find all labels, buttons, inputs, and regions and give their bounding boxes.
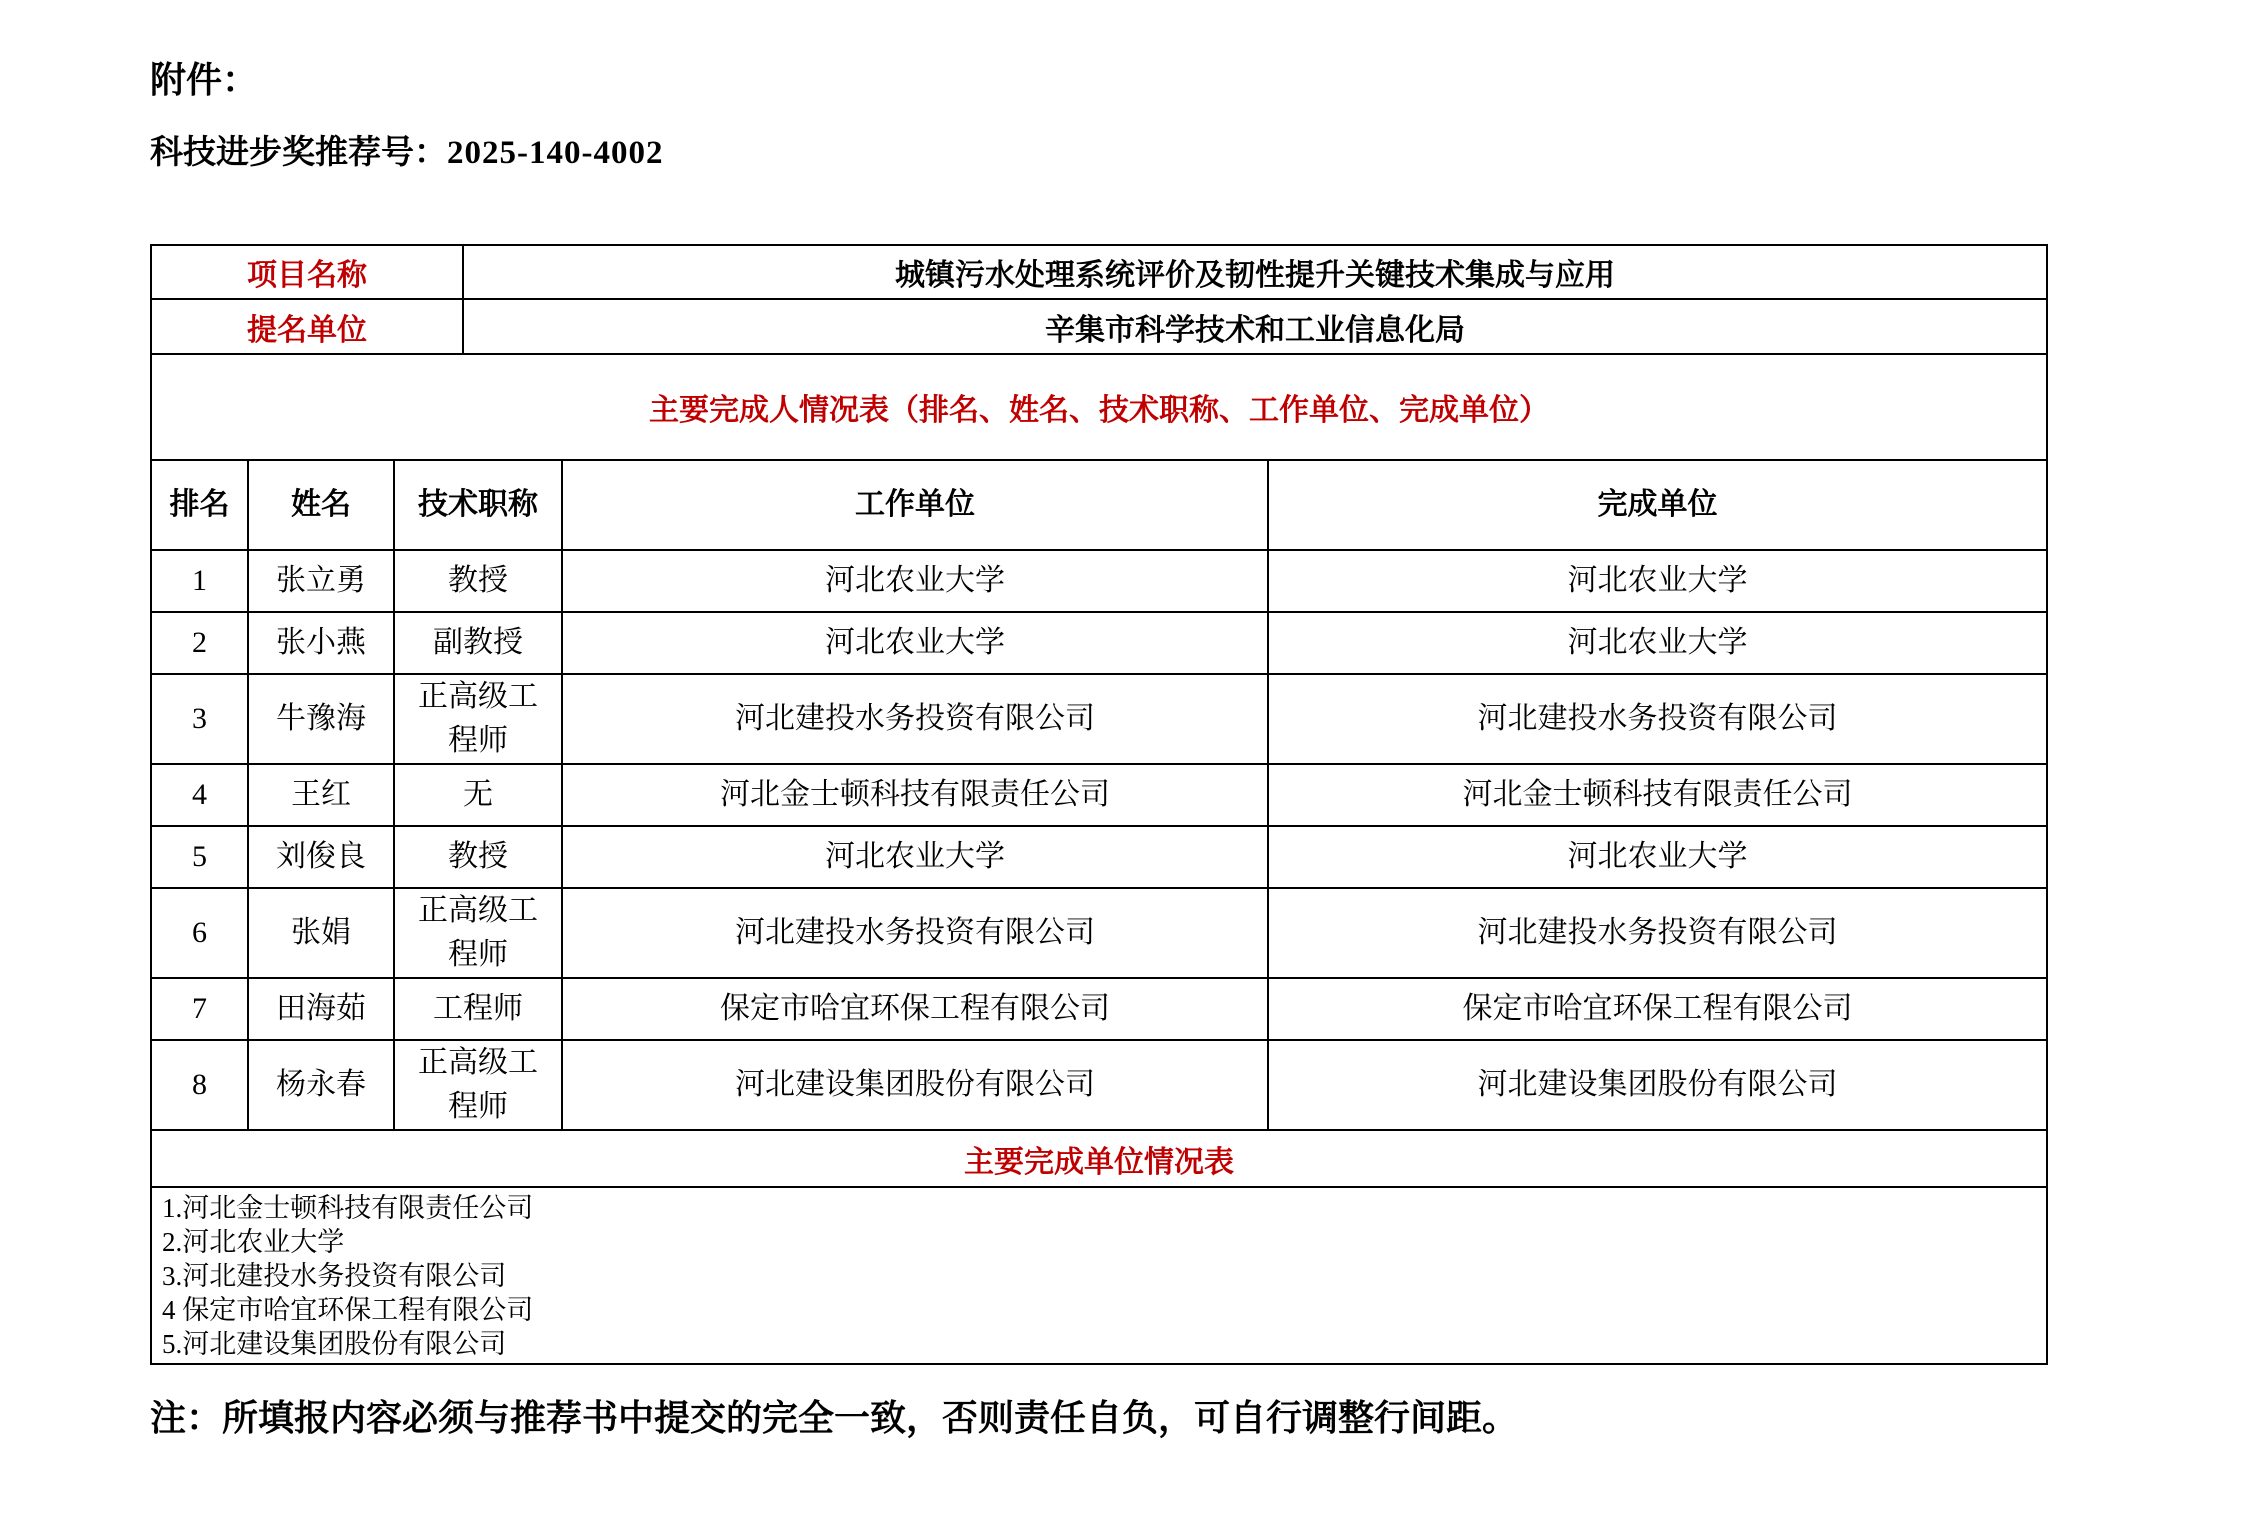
completer-row	[152, 889, 2046, 979]
work-unit-cell: 保定市哈宜环保工程有限公司	[563, 979, 1269, 1039]
name-cell: 张立勇	[249, 551, 395, 611]
nominator-value: 辛集市科学技术和工业信息化局	[1045, 313, 1465, 347]
completer-row	[152, 613, 2046, 675]
unit-list-item: 2.河北农业大学	[162, 1227, 345, 1257]
recommendation-number-line	[150, 126, 663, 173]
rank-cell: 5	[152, 827, 249, 887]
completion-unit-cell: 河北建投水务投资有限公司	[1477, 916, 1838, 949]
completion-unit-cell: 河北建投水务投资有限公司	[1477, 702, 1838, 735]
title-cell: 正高级工程师	[395, 889, 563, 977]
rank-cell: 1	[152, 551, 249, 611]
completer-row	[152, 1041, 2046, 1131]
project-name-row	[152, 246, 2046, 300]
award-table	[150, 244, 2048, 1365]
unit-list-item: 4 保定市哈宜环保工程有限公司	[162, 1295, 534, 1325]
column-header: 工作单位	[563, 461, 1269, 549]
completers-rows	[152, 551, 2046, 1131]
title-cell: 正高级工程师	[395, 1041, 563, 1129]
footer-note: 注：所填报内容必须与推荐书中提交的完全一致，否则责任自负，可自行调整行间距。	[150, 1398, 1519, 1438]
work-unit-cell: 河北农业大学	[563, 613, 1269, 673]
recommendation-number-value: 2025-140-4002	[447, 135, 664, 171]
recommendation-number-label: 科技进步奖推荐号：	[150, 135, 447, 171]
name-cell: 张小燕	[249, 613, 395, 673]
name-cell: 王红	[249, 765, 395, 825]
name-cell: 田海茹	[249, 979, 395, 1039]
rank-cell: 7	[152, 979, 249, 1039]
title-cell: 副教授	[395, 613, 563, 673]
rank-cell: 8	[152, 1041, 249, 1129]
completion-unit-cell: 河北建设集团股份有限公司	[1477, 1068, 1838, 1101]
work-unit-cell: 河北建投水务投资有限公司	[563, 675, 1269, 763]
name-cell: 刘俊良	[249, 827, 395, 887]
rank-cell: 6	[152, 889, 249, 977]
units-list	[152, 1188, 2046, 1363]
title-cell: 教授	[395, 827, 563, 887]
rank-cell: 2	[152, 613, 249, 673]
unit-list-item: 3.河北建投水务投资有限公司	[162, 1261, 507, 1291]
title-cell: 工程师	[395, 979, 563, 1039]
column-header: 排名	[152, 461, 249, 549]
completers-header-row	[152, 461, 2046, 551]
completer-row	[152, 675, 2046, 765]
work-unit-cell: 河北金士顿科技有限责任公司	[563, 765, 1269, 825]
nominator-label: 提名单位	[152, 300, 464, 353]
title-cell: 教授	[395, 551, 563, 611]
nominator-row	[152, 300, 2046, 355]
title-cell: 无	[395, 765, 563, 825]
completion-unit-cell: 保定市哈宜环保工程有限公司	[1462, 992, 1853, 1025]
name-cell: 牛豫海	[249, 675, 395, 763]
unit-list-item: 5.河北建设集团股份有限公司	[162, 1329, 507, 1359]
work-unit-cell: 河北建投水务投资有限公司	[563, 889, 1269, 977]
completer-row	[152, 827, 2046, 889]
completion-unit-cell: 河北农业大学	[1567, 840, 1748, 873]
rank-cell: 3	[152, 675, 249, 763]
work-unit-cell: 河北农业大学	[563, 827, 1269, 887]
name-cell: 张娟	[249, 889, 395, 977]
completers-caption: 主要完成人情况表（排名、姓名、技术职称、工作单位、完成单位）	[152, 355, 2046, 461]
completion-unit-cell: 河北金士顿科技有限责任公司	[1462, 778, 1853, 811]
completer-row	[152, 979, 2046, 1041]
title-cell: 正高级工程师	[395, 675, 563, 763]
attachment-label: 附件：	[150, 60, 259, 100]
unit-list-item: 1.河北金士顿科技有限责任公司	[162, 1193, 534, 1223]
column-header: 姓名	[249, 461, 395, 549]
completion-unit-cell: 河北农业大学	[1567, 626, 1748, 659]
project-name-value: 城镇污水处理系统评价及韧性提升关键技术集成与应用	[895, 259, 1615, 292]
column-header: 完成单位	[1597, 488, 1718, 521]
work-unit-cell: 河北农业大学	[563, 551, 1269, 611]
column-header: 技术职称	[395, 461, 563, 549]
completer-row	[152, 765, 2046, 827]
name-cell: 杨永春	[249, 1041, 395, 1129]
completion-unit-cell: 河北农业大学	[1567, 564, 1748, 597]
rank-cell: 4	[152, 765, 249, 825]
work-unit-cell: 河北建设集团股份有限公司	[563, 1041, 1269, 1129]
project-name-label: 项目名称	[152, 246, 464, 298]
units-caption: 主要完成单位情况表	[152, 1131, 2046, 1188]
completer-row	[152, 551, 2046, 613]
